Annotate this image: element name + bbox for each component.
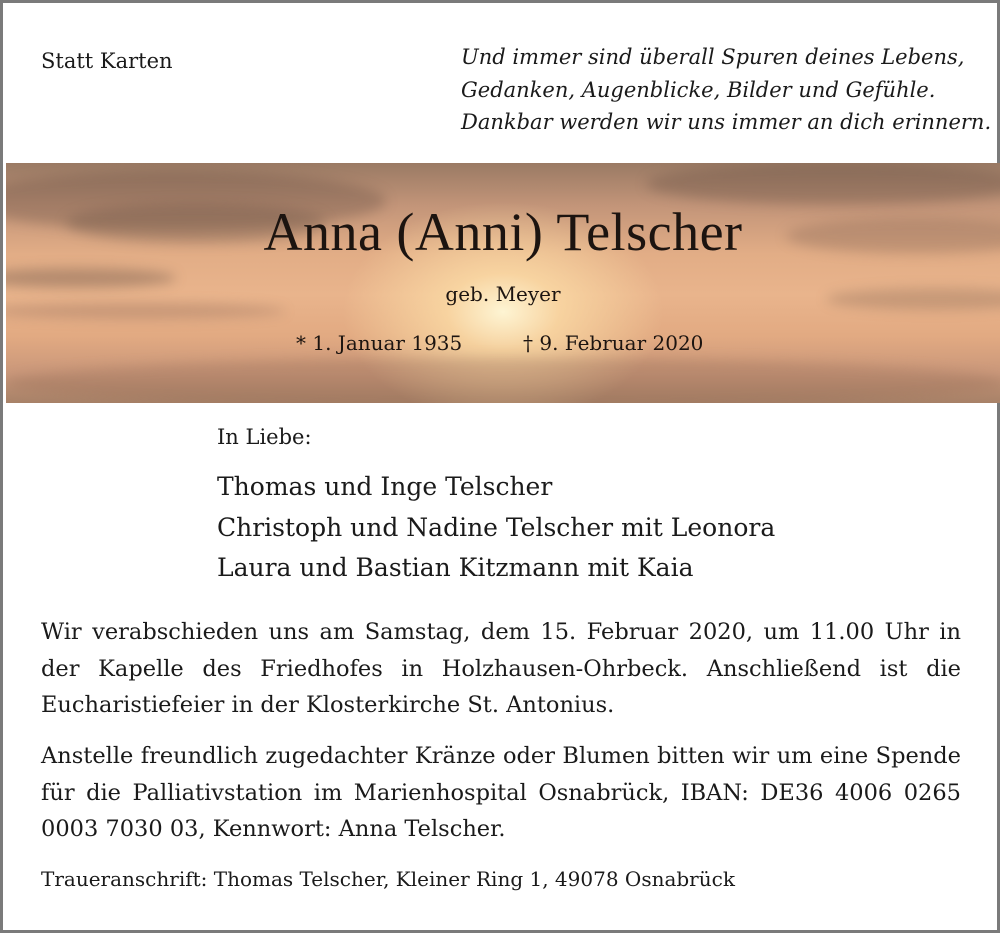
mourner-entry: Christoph und Nadine Telscher mit Leonora	[217, 512, 776, 542]
in-liebe-label: In Liebe:	[217, 425, 312, 449]
deceased-name: Anna (Anni) Telscher	[263, 202, 743, 262]
mourner-entry: Laura und Bastian Kitzmann mit Kaia	[217, 553, 694, 582]
donation-paragraph: Anstelle freundlich zugedachter Kränze oder Blumen bitten wir um eine Spende für die Palliativstation im Marienhospital Osnabrück, IBAN: DE36 4006 0265 0003 7030 03, Kennwort: Anna Telscher.	[41, 743, 961, 842]
cloud-decoration	[646, 163, 1000, 205]
birth-date: * 1. Januar 1935	[296, 331, 463, 355]
verse-line: Und immer sind überall Spuren deines Lebens,	[461, 45, 965, 69]
verse-line: Dankbar werden wir uns immer an dich erinnern.	[461, 110, 992, 134]
farewell-paragraph: Wir verabschieden uns am Samstag, dem 15. Februar 2020, um 11.00 Uhr in der Kapelle des Friedhofes in Holzhausen-Ohrbeck. Anschließend ist die Eucharistiefeier in der Klosterkirche St. Antonius.	[41, 619, 961, 718]
statt-karten-label: Statt Karten	[41, 49, 173, 73]
mourner-list	[217, 467, 775, 589]
memorial-verse	[461, 41, 992, 139]
sunset-banner	[6, 163, 1000, 403]
death-date: † 9. Februar 2020	[523, 331, 704, 355]
maiden-name: geb. Meyer	[445, 282, 561, 306]
mourning-address: Traueranschrift: Thomas Telscher, Kleiner Ring 1, 49078 Osnabrück	[41, 867, 735, 891]
verse-line: Gedanken, Augenblicke, Bilder und Gefühle.	[461, 77, 936, 102]
mourner-entry: Thomas und Inge Telscher	[217, 472, 553, 501]
cloud-decoration	[6, 358, 1000, 403]
